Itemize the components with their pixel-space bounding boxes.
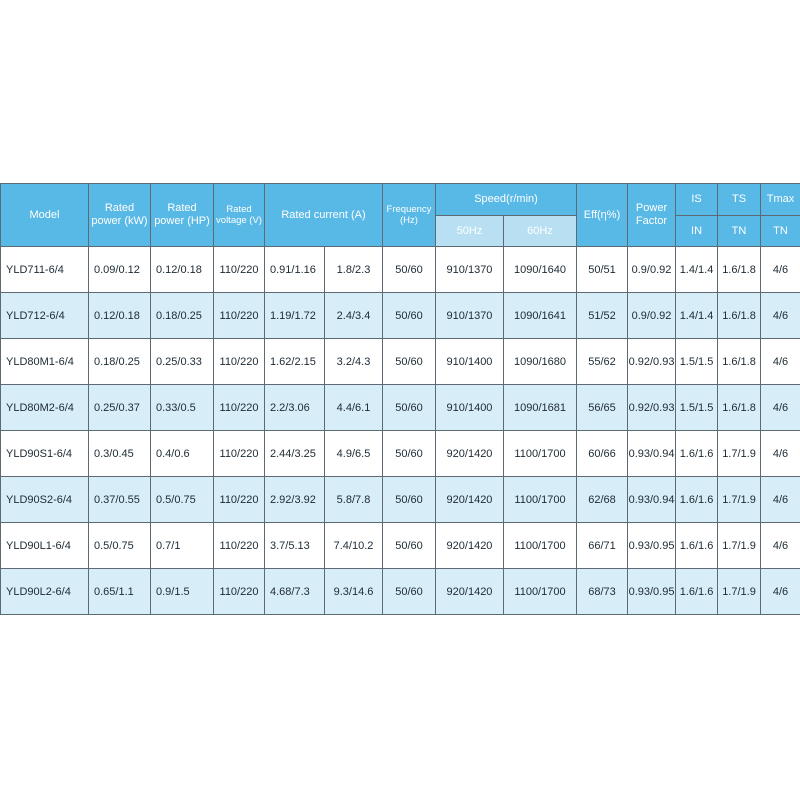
header-frequency: Frequency (Hz) [383,184,436,247]
header-speed: Speed(r/min) [436,184,577,216]
power-hp-cell: 0.33/0.5 [151,385,214,431]
table-row [1,385,800,431]
speed-50hz-cell: 920/1420 [436,477,504,523]
current-b-cell: 5.8/7.8 [325,477,383,523]
eff-cell: 51/52 [577,293,628,339]
voltage-cell: 110/220 [214,431,265,477]
power-factor-cell: 0.93/0.95 [628,569,676,615]
power-kw-cell: 0.18/0.25 [89,339,151,385]
speed-50hz-cell: 910/1370 [436,293,504,339]
header-power-factor: Power Factor [628,184,676,247]
power-kw-cell: 0.25/0.37 [89,385,151,431]
current-b-cell: 7.4/10.2 [325,523,383,569]
header-rated-power-hp: Rated power (HP) [151,184,214,247]
current-a-cell: 2.2/3.06 [265,385,325,431]
tmax-tn-cell: 4/6 [761,293,800,339]
is-in-cell: 1.6/1.6 [676,569,718,615]
speed-50hz-cell: 910/1400 [436,385,504,431]
ts-tn-cell: 1.6/1.8 [718,385,761,431]
table-row [1,523,800,569]
tmax-tn-cell: 4/6 [761,247,800,293]
frequency-cell: 50/60 [383,569,436,615]
speed-50hz-cell: 920/1420 [436,523,504,569]
speed-60hz-cell: 1090/1681 [504,385,577,431]
frequency-cell: 50/60 [383,523,436,569]
speed-60hz-cell: 1090/1641 [504,293,577,339]
power-hp-cell: 0.9/1.5 [151,569,214,615]
current-a-cell: 3.7/5.13 [265,523,325,569]
model-cell: YLD711-6/4 [1,247,89,293]
voltage-cell: 110/220 [214,385,265,431]
ts-tn-cell: 1.7/1.9 [718,431,761,477]
header-tmax-tn: TN [761,216,800,247]
eff-cell: 68/73 [577,569,628,615]
header-is: IS [676,184,718,216]
is-in-cell: 1.6/1.6 [676,477,718,523]
tmax-tn-cell: 4/6 [761,523,800,569]
is-in-cell: 1.6/1.6 [676,523,718,569]
voltage-cell: 110/220 [214,569,265,615]
current-a-cell: 0.91/1.16 [265,247,325,293]
ts-tn-cell: 1.7/1.9 [718,569,761,615]
power-hp-cell: 0.25/0.33 [151,339,214,385]
model-cell: YLD90L1-6/4 [1,523,89,569]
model-cell: YLD80M2-6/4 [1,385,89,431]
table-row [1,293,800,339]
motor-spec-table [0,183,800,615]
power-hp-cell: 0.18/0.25 [151,293,214,339]
power-hp-cell: 0.12/0.18 [151,247,214,293]
power-kw-cell: 0.65/1.1 [89,569,151,615]
current-a-cell: 2.92/3.92 [265,477,325,523]
tmax-tn-cell: 4/6 [761,431,800,477]
header-rated-current: Rated current (A) [265,184,383,247]
eff-cell: 60/66 [577,431,628,477]
current-a-cell: 1.19/1.72 [265,293,325,339]
power-factor-cell: 0.92/0.93 [628,385,676,431]
eff-cell: 62/68 [577,477,628,523]
is-in-cell: 1.5/1.5 [676,339,718,385]
current-a-cell: 2.44/3.25 [265,431,325,477]
header-in: IN [676,216,718,247]
voltage-cell: 110/220 [214,247,265,293]
power-factor-cell: 0.92/0.93 [628,339,676,385]
speed-50hz-cell: 910/1400 [436,339,504,385]
ts-tn-cell: 1.7/1.9 [718,477,761,523]
table-row [1,431,800,477]
voltage-cell: 110/220 [214,523,265,569]
ts-tn-cell: 1.6/1.8 [718,293,761,339]
voltage-cell: 110/220 [214,477,265,523]
current-a-cell: 1.62/2.15 [265,339,325,385]
is-in-cell: 1.4/1.4 [676,293,718,339]
table-row [1,569,800,615]
power-kw-cell: 0.5/0.75 [89,523,151,569]
model-cell: YLD90S1-6/4 [1,431,89,477]
eff-cell: 50/51 [577,247,628,293]
ts-tn-cell: 1.6/1.8 [718,339,761,385]
speed-60hz-cell: 1100/1700 [504,431,577,477]
table-row [1,247,800,293]
is-in-cell: 1.6/1.6 [676,431,718,477]
is-in-cell: 1.5/1.5 [676,385,718,431]
current-a-cell: 4.68/7.3 [265,569,325,615]
speed-60hz-cell: 1090/1640 [504,247,577,293]
power-hp-cell: 0.4/0.6 [151,431,214,477]
header-tn: TN [718,216,761,247]
model-cell: YLD712-6/4 [1,293,89,339]
power-kw-cell: 0.37/0.55 [89,477,151,523]
header-eff: Eff(η%) [577,184,628,247]
power-factor-cell: 0.93/0.95 [628,523,676,569]
header-tmax: Tmax [761,184,800,216]
frequency-cell: 50/60 [383,247,436,293]
tmax-tn-cell: 4/6 [761,385,800,431]
eff-cell: 56/65 [577,385,628,431]
power-factor-cell: 0.9/0.92 [628,247,676,293]
power-factor-cell: 0.9/0.92 [628,293,676,339]
power-hp-cell: 0.5/0.75 [151,477,214,523]
header-rated-power-kw: Rated power (kW) [89,184,151,247]
speed-50hz-cell: 920/1420 [436,569,504,615]
power-kw-cell: 0.09/0.12 [89,247,151,293]
tmax-tn-cell: 4/6 [761,339,800,385]
frequency-cell: 50/60 [383,293,436,339]
current-b-cell: 3.2/4.3 [325,339,383,385]
frequency-cell: 50/60 [383,477,436,523]
voltage-cell: 110/220 [214,339,265,385]
power-factor-cell: 0.93/0.94 [628,431,676,477]
header-speed-60hz: 60Hz [504,216,577,247]
model-cell: YLD90S2-6/4 [1,477,89,523]
current-b-cell: 9.3/14.6 [325,569,383,615]
frequency-cell: 50/60 [383,431,436,477]
current-b-cell: 4.9/6.5 [325,431,383,477]
eff-cell: 66/71 [577,523,628,569]
power-kw-cell: 0.3/0.45 [89,431,151,477]
eff-cell: 55/62 [577,339,628,385]
power-hp-cell: 0.7/1 [151,523,214,569]
frequency-cell: 50/60 [383,339,436,385]
is-in-cell: 1.4/1.4 [676,247,718,293]
voltage-cell: 110/220 [214,293,265,339]
current-b-cell: 1.8/2.3 [325,247,383,293]
table-row [1,477,800,523]
model-cell: YLD80M1-6/4 [1,339,89,385]
power-kw-cell: 0.12/0.18 [89,293,151,339]
header-rated-voltage: Rated voltage (V) [214,184,265,247]
speed-60hz-cell: 1090/1680 [504,339,577,385]
speed-60hz-cell: 1100/1700 [504,523,577,569]
ts-tn-cell: 1.7/1.9 [718,523,761,569]
speed-50hz-cell: 920/1420 [436,431,504,477]
tmax-tn-cell: 4/6 [761,569,800,615]
header-ts: TS [718,184,761,216]
header-speed-50hz: 50Hz [436,216,504,247]
model-cell: YLD90L2-6/4 [1,569,89,615]
header-model: Model [1,184,89,247]
ts-tn-cell: 1.6/1.8 [718,247,761,293]
table-row [1,339,800,385]
power-factor-cell: 0.93/0.94 [628,477,676,523]
current-b-cell: 2.4/3.4 [325,293,383,339]
tmax-tn-cell: 4/6 [761,477,800,523]
speed-50hz-cell: 910/1370 [436,247,504,293]
speed-60hz-cell: 1100/1700 [504,477,577,523]
current-b-cell: 4.4/6.1 [325,385,383,431]
speed-60hz-cell: 1100/1700 [504,569,577,615]
frequency-cell: 50/60 [383,385,436,431]
